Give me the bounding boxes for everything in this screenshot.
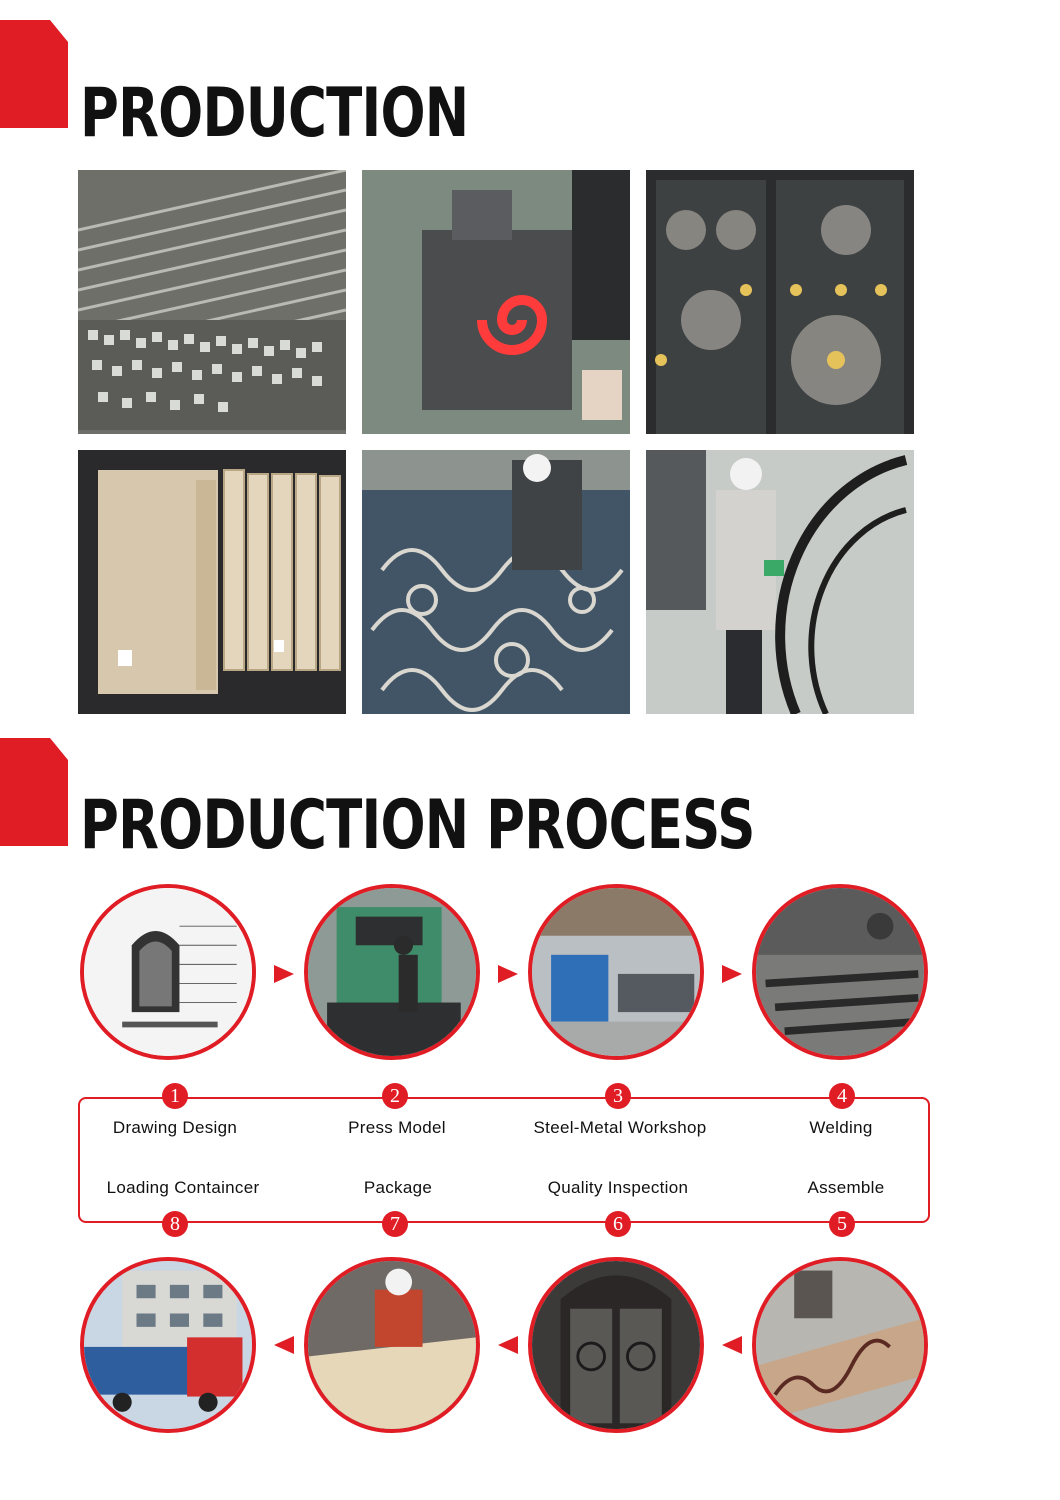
process-steps-box (78, 1097, 930, 1223)
step-label-loading-container: Loading Containcer (106, 1178, 260, 1197)
door-panel-detail-photo (646, 170, 914, 434)
loading-container-photo (80, 1257, 256, 1433)
step-label-quality-inspection: Quality Inspection (547, 1178, 689, 1197)
red-corner-tab (0, 20, 68, 128)
drawing-design-photo (80, 884, 256, 1060)
step-label-welding: Welding (809, 1118, 873, 1137)
step-label-steel-metal-workshop: Steel-Metal Workshop (533, 1118, 707, 1137)
step-number-2: 2 (382, 1083, 408, 1109)
step-number-6: 6 (605, 1211, 631, 1237)
production-heading (0, 20, 1060, 153)
flow-arrow-left-icon (498, 1336, 518, 1354)
step-label-package: Package (363, 1178, 433, 1197)
press-model-photo (304, 884, 480, 1060)
flow-arrow-left-icon (722, 1336, 742, 1354)
steel-bars-photo (78, 170, 346, 434)
flow-arrow-left-icon (274, 1336, 294, 1354)
process-title: PRODUCTION PROCESS (80, 786, 755, 865)
steel-metal-workshop-photo (528, 884, 704, 1060)
step-label-press-model: Press Model (348, 1118, 446, 1137)
step-label-drawing-design: Drawing Design (112, 1118, 238, 1137)
forging-scroll-photo (362, 170, 630, 434)
step-number-5: 5 (829, 1211, 855, 1237)
step-number-3: 3 (605, 1083, 631, 1109)
production-title: PRODUCTION (80, 74, 469, 153)
worker-arched-gate-photo (646, 450, 914, 714)
welding-photo (752, 884, 928, 1060)
flow-arrow-right-icon (722, 965, 742, 983)
step-label-assemble: Assemble (807, 1178, 885, 1197)
flow-arrow-right-icon (498, 965, 518, 983)
grinding-scrollwork-photo (362, 450, 630, 714)
step-number-7: 7 (382, 1211, 408, 1237)
flow-arrow-right-icon (274, 965, 294, 983)
step-number-8: 8 (162, 1211, 188, 1237)
quality-inspection-photo (528, 1257, 704, 1433)
red-corner-tab (0, 738, 68, 846)
step-number-1: 1 (162, 1083, 188, 1109)
packed-crates-container-photo (78, 450, 346, 714)
process-heading (0, 738, 1060, 865)
assemble-photo (752, 1257, 928, 1433)
step-number-4: 4 (829, 1083, 855, 1109)
package-photo (304, 1257, 480, 1433)
